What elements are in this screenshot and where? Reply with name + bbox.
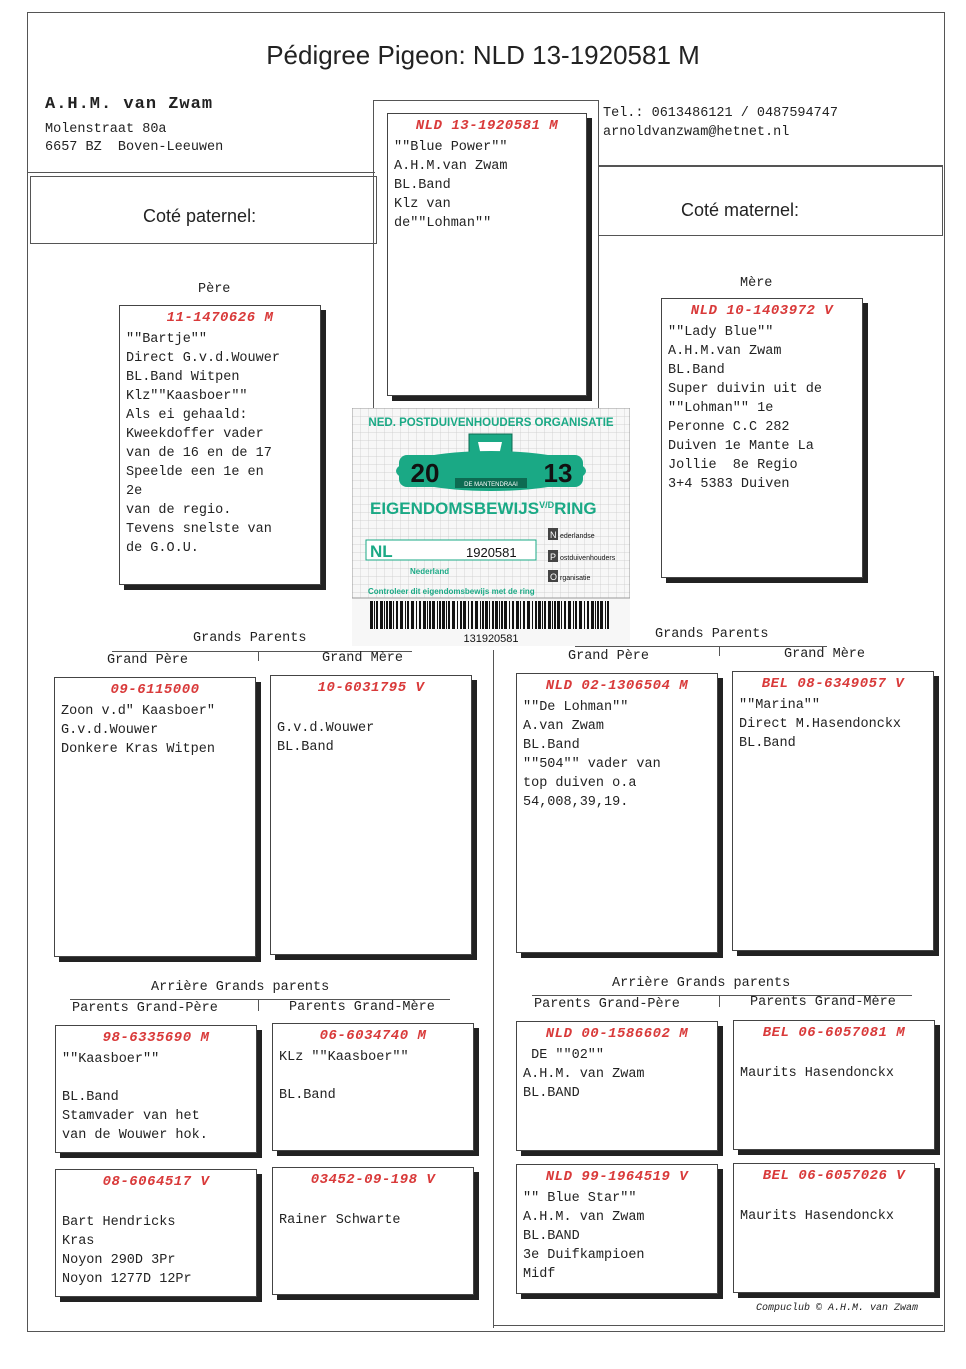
barcode-bar (573, 601, 574, 629)
paternal-parents-grandfather-label: Parents Grand-Père (72, 1001, 218, 1016)
father-ring: 11-1470626 M (166, 310, 274, 326)
npo-line-2: ostduivenhouders (560, 555, 616, 562)
ggp-pm-father-ring: 06-6034740 M (319, 1028, 427, 1044)
certificate-title-main: EIGENDOMSBEWIJS (370, 499, 540, 518)
barcode-bar (437, 601, 438, 629)
ownership-certificate (352, 408, 630, 646)
barcode-bar (405, 601, 406, 629)
barcode-bar (460, 601, 462, 629)
barcode-bar (564, 601, 566, 629)
barcode-bar (463, 601, 466, 629)
owner-street: Molenstraat 80a (45, 122, 167, 137)
barcode-bar (419, 601, 421, 629)
owner-email: arnoldvanzwam@hetnet.nl (603, 125, 790, 140)
maternal-grandmother-notes: ""Marina"" Direct M.Hasendonckx BL.Band (739, 698, 902, 751)
barcode-bar (439, 601, 441, 629)
barcode-bar (495, 601, 498, 629)
barcode-bar (535, 601, 537, 629)
barcode-bar (512, 601, 514, 629)
ggp-mf-mother-notes: "" Blue Star"" A.H.M. van Zwam BL.BAND 3e Duifkampioen Midf (523, 1191, 645, 1282)
barcode-bar (575, 601, 577, 629)
father-label: Père (198, 282, 231, 297)
barcode-bar (516, 601, 519, 629)
barcode-bar (448, 601, 450, 629)
maternal-grandmother-label: Grand Mère (784, 647, 866, 662)
barcode-bar (591, 601, 594, 629)
barcode-bar (509, 601, 510, 629)
ggp-mf-mother-card (516, 1164, 718, 1294)
barcode-bar (532, 601, 533, 629)
ggp-pf-father-card (55, 1025, 257, 1153)
certificate-title-end: RING (554, 499, 597, 518)
barcode-bar (527, 601, 530, 629)
barcode-bar (429, 601, 431, 629)
header-divider (27, 172, 375, 173)
subject-card (387, 113, 587, 396)
barcode (370, 601, 609, 629)
ggp-mm-mother-card (733, 1163, 935, 1293)
certificate-graphic (352, 408, 630, 646)
barcode-bar (416, 601, 417, 629)
maternal-parents-grandmother-label: Parents Grand-Mère (750, 995, 896, 1010)
barcode-bar (384, 601, 385, 629)
ggp-pf-father-ring: 98-6335690 M (102, 1030, 210, 1046)
ggp-mm-father-notes: Maurits Hasendonckx (740, 1066, 894, 1081)
page-title: Pédigree Pigeon: NLD 13-1920581 M (266, 40, 700, 70)
barcode-bar (468, 601, 469, 629)
subject-notes: ""Blue Power"" A.H.M.van Zwam BL.Band Klz van de""Lohman"" (394, 140, 508, 231)
owner-city: 6657 BZ Boven-Leeuwen (45, 140, 224, 155)
ggp-mf-father-ring: NLD 00-1586602 M (545, 1026, 689, 1042)
maternal-grandfather-label: Grand Père (568, 649, 650, 664)
certificate-year-left: 20 (410, 458, 440, 488)
mother-label: Mère (740, 276, 773, 291)
barcode-bar (579, 601, 582, 629)
ggp-pm-father-card (272, 1023, 474, 1151)
certificate-check-text: Controleer dit eigendomsbewijs met de ring (368, 587, 535, 596)
barcode-bar (376, 601, 378, 629)
certificate-org: NED. POSTDUIVENHOUDERS ORGANISATIE (368, 417, 614, 429)
paternal-grandfather-notes: Zoon v.d" Kaasboer" G.v.d.Wouwer Donkere Kras Witpen (61, 704, 215, 757)
father-card (119, 305, 321, 585)
barcode-bar (504, 601, 507, 629)
maternal-grandfather-card (516, 673, 718, 953)
maternal-grandmother-card (732, 671, 934, 951)
barcode-bar (485, 601, 488, 629)
paternal-grandfather-ring: 09-6115000 (110, 682, 200, 698)
barcode-bar (396, 601, 398, 629)
ggp-pm-mother-ring: 03452-09-198 V (310, 1172, 436, 1188)
barcode-bar (501, 601, 503, 629)
maternal-grandparents-split (719, 646, 720, 656)
ggp-pf-mother-ring: 08-6064517 V (102, 1174, 210, 1190)
maternal-grandparents-label: Grands Parents (655, 627, 769, 642)
barcode-bar (407, 601, 409, 629)
barcode-bar (548, 601, 551, 629)
barcode-bar (432, 601, 435, 629)
ggp-mf-mother-ring: NLD 99-1964519 V (545, 1169, 689, 1185)
barcode-bar (446, 601, 447, 629)
certificate-title (370, 499, 597, 518)
barcode-bar (538, 601, 541, 629)
barcode-bar (386, 601, 388, 629)
barcode-bar (499, 601, 500, 629)
ggp-pf-mother-card (55, 1169, 257, 1297)
center-divider (493, 650, 494, 1328)
certificate-number: 1920581 (466, 545, 517, 560)
barcode-bar (520, 601, 521, 629)
paternal-great-grandparents-label: Arrière Grands parents (151, 980, 330, 995)
maternal-parents-grandfather-label: Parents Grand-Père (534, 997, 680, 1012)
ggp-mm-father-card (733, 1020, 935, 1150)
mother-card (661, 298, 863, 578)
paternal-grandmother-label: Grand Mère (322, 651, 404, 666)
certificate-year-right: 13 (543, 458, 573, 488)
barcode-bar (489, 601, 490, 629)
maternal-ggp-split (719, 995, 720, 1007)
barcode-bar (400, 601, 403, 629)
maternal-grandfather-ring: NLD 02-1306504 M (545, 678, 689, 694)
barcode-bar (568, 601, 571, 629)
barcode-bar (475, 601, 478, 629)
owner-name: A.H.M. van Zwam (45, 95, 214, 114)
barcode-bar (595, 601, 596, 629)
barcode-bar (561, 601, 562, 629)
ggp-pm-mother-notes: Rainer Schwarte (279, 1213, 401, 1228)
mother-ring: NLD 10-1403972 V (690, 303, 834, 319)
barcode-number: 131920581 (463, 633, 519, 645)
barcode-bar (457, 601, 458, 629)
barcode-bar (600, 601, 603, 629)
ggp-pm-mother-card (272, 1167, 474, 1295)
npo-line-1: ederlandse (560, 533, 595, 540)
ggp-mf-father-notes: DE ""02"" A.H.M. van Zwam BL.BAND (523, 1048, 645, 1101)
barcode-bar (557, 601, 560, 629)
barcode-bar (492, 601, 494, 629)
maternal-grandmother-ring: BEL 08-6349057 V (761, 676, 905, 692)
father-notes: ""Bartje"" Direct G.v.d.Wouwer BL.Band Witpen Klz""Kaasboer"" Als ei gehaald: Kweekdoffer vader van de 16 en de 17 Speelde een 1e en 2e van de regio. Tevens snelste van de G.O.U. (126, 332, 280, 556)
subject-ring: NLD 13-1920581 M (415, 118, 559, 134)
certificate-country-name: Nederland (410, 567, 450, 576)
barcode-bar (442, 601, 445, 629)
barcode-bar (389, 601, 392, 629)
ggp-mf-father-card (516, 1021, 718, 1151)
barcode-bar (584, 601, 585, 629)
certificate-country: NL (370, 542, 393, 561)
maternal-heading: Coté maternel: (681, 200, 800, 220)
barcode-bar (380, 601, 383, 629)
paternal-parents-grandmother-label: Parents Grand-Mère (289, 1000, 435, 1015)
maternal-great-grandparents-label: Arrière Grands parents (612, 976, 791, 991)
barcode-bar (554, 601, 556, 629)
barcode-bar (552, 601, 553, 629)
paternal-grandparents-split (258, 651, 259, 661)
paternal-grandparents-label: Grands Parents (193, 631, 307, 646)
maternal-grandfather-notes: ""De Lohman"" A.van Zwam BL.Band ""504"" vader van top duiven o.a 54,008,39,19. (523, 700, 661, 810)
certificate-brand: DE MANTENDRAAI (464, 482, 518, 488)
paternal-grandmother-notes: G.v.d.Wouwer BL.Band (277, 721, 375, 755)
npo-letter-p: P (550, 552, 557, 562)
paternal-grandfather-card (54, 677, 256, 957)
owner-phone: Tel.: 0613486121 / 0487594747 (603, 106, 838, 121)
barcode-bar (605, 601, 606, 629)
barcode-bar (482, 601, 484, 629)
barcode-bar (393, 601, 394, 629)
barcode-bar (423, 601, 426, 629)
npo-line-3: rganisatie (560, 575, 591, 582)
ggp-pf-mother-notes: Bart Hendricks Kras Noyon 290D 3Pr Noyon 1277D 12Pr (62, 1215, 192, 1287)
ggp-pf-father-notes: ""Kaasboer"" BL.Band Stamvader van het van de Wouwer hok. (62, 1052, 208, 1143)
paternal-heading: Coté paternel: (143, 206, 257, 226)
paternal-grandmother-card (270, 675, 472, 955)
barcode-bar (374, 601, 375, 629)
ggp-mm-mother-notes: Maurits Hasendonckx (740, 1209, 894, 1224)
barcode-bar (523, 601, 525, 629)
barcode-bar (452, 601, 455, 629)
barcode-bar (471, 601, 473, 629)
barcode-bar (607, 601, 609, 629)
footer-credit: Compuclub © A.H.M. van Zwam (756, 1303, 919, 1314)
paternal-ggp-split (258, 999, 259, 1011)
lower-right-divider (493, 1325, 943, 1326)
barcode-bar (480, 601, 481, 629)
mother-notes: ""Lady Blue"" A.H.M.van Zwam BL.Band Super duivin uit de ""Lohman"" 1e Peronne C.C 282 Duiven 1e Mante La Jollie 8e Regio 3+4 5383 Duiven (668, 325, 822, 492)
ggp-mm-mother-ring: BEL 06-6057026 V (762, 1168, 906, 1184)
certificate-title-suffix: V/D (539, 500, 555, 510)
paternal-grandmother-ring: 10-6031795 V (317, 680, 425, 696)
paternal-grandfather-label: Grand Père (107, 653, 189, 668)
barcode-bar (411, 601, 414, 629)
barcode-bar (587, 601, 589, 629)
npo-letter-n: N (550, 530, 557, 540)
barcode-bar (370, 601, 373, 629)
ggp-pm-father-notes: KLz ""Kaasboer"" BL.Band (279, 1050, 409, 1103)
npo-letter-o: O (550, 572, 558, 582)
barcode-bar (544, 601, 546, 629)
barcode-bar (542, 601, 543, 629)
barcode-bar (597, 601, 599, 629)
ggp-mm-father-ring: BEL 06-6057081 M (762, 1025, 906, 1041)
barcode-bar (427, 601, 428, 629)
